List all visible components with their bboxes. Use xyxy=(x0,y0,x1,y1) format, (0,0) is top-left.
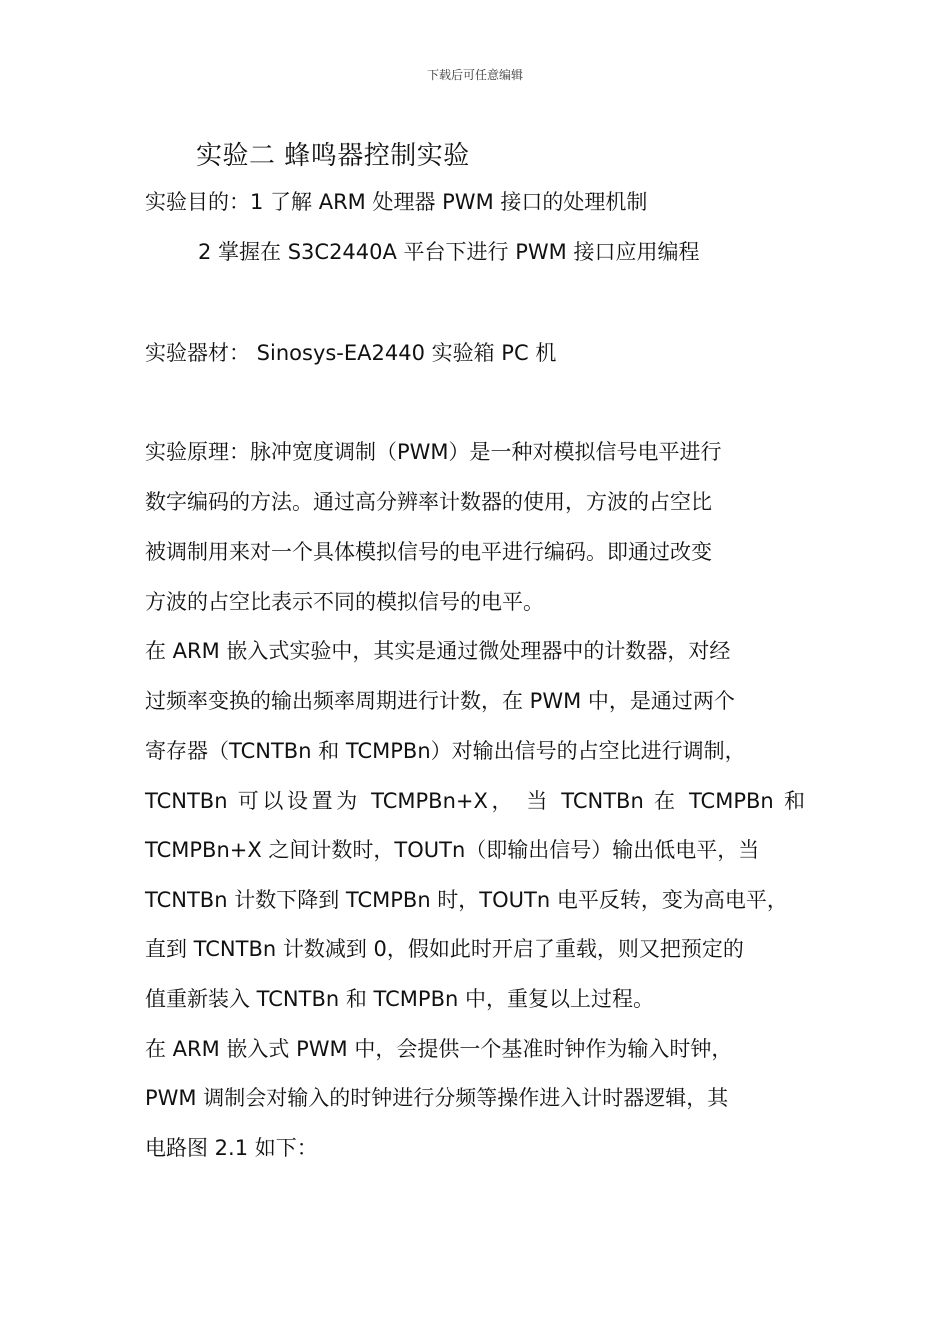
principle-line: 寄存器（TCNTBn 和 TCMPBn）对输出信号的占空比进行调制， xyxy=(145,739,746,763)
principle-line: 过频率变换的输出频率周期进行计数，在 PWM 中，是通过两个 xyxy=(145,689,735,713)
principle-line: TCMPBn+X 之间计数时，TOUTn（即输出信号）输出低电平，当 xyxy=(145,838,760,862)
purpose-line-2: 2 掌握在 S3C2440A 平台下进行 PWM 接口应用编程 xyxy=(198,240,700,264)
equipment-line: 实验器材： Sinosys-EA2440 实验箱 PC 机 xyxy=(145,341,557,365)
principle-line: 在 ARM 嵌入式 PWM 中，会提供一个基准时钟作为输入时钟， xyxy=(145,1037,733,1061)
principle-line: TCNTBn 计数下降到 TCMPBn 时，TOUTn 电平反转，变为高电平， xyxy=(145,888,788,912)
principle-line: 方波的占空比表示不同的模拟信号的电平。 xyxy=(145,590,544,614)
principle-line: 数字编码的方法。通过高分辨率计数器的使用，方波的占空比 xyxy=(145,490,712,514)
principle-line: 在 ARM 嵌入式实验中，其实是通过微处理器中的计数器，对经 xyxy=(145,639,731,663)
purpose-line-1: 实验目的：1 了解 ARM 处理器 PWM 接口的处理机制 xyxy=(145,190,648,214)
principle-line: 被调制用来对一个具体模拟信号的电平进行编码。即通过改变 xyxy=(145,540,712,564)
principle-line: TCNTBn 可以设置为 TCMPBn+X， 当 TCNTBn 在 TCMPBn 和 xyxy=(145,789,805,813)
principle-line: 电路图 2.1 如下： xyxy=(145,1136,318,1160)
principle-line: 值重新装入 TCNTBn 和 TCMPBn 中，重复以上过程。 xyxy=(145,987,654,1011)
principle-line: PWM 调制会对输入的时钟进行分频等操作进入计时器逻辑，其 xyxy=(145,1086,729,1110)
document-title: 实验二 蜂鸣器控制实验 xyxy=(196,141,470,171)
principle-line: 实验原理：脉冲宽度调制（PWM）是一种对模拟信号电平进行 xyxy=(145,440,722,464)
principle-line: 直到 TCNTBn 计数减到 0，假如此时开启了重载，则又把预定的 xyxy=(145,937,744,961)
page-header: 下载后可任意编辑 xyxy=(426,68,523,82)
